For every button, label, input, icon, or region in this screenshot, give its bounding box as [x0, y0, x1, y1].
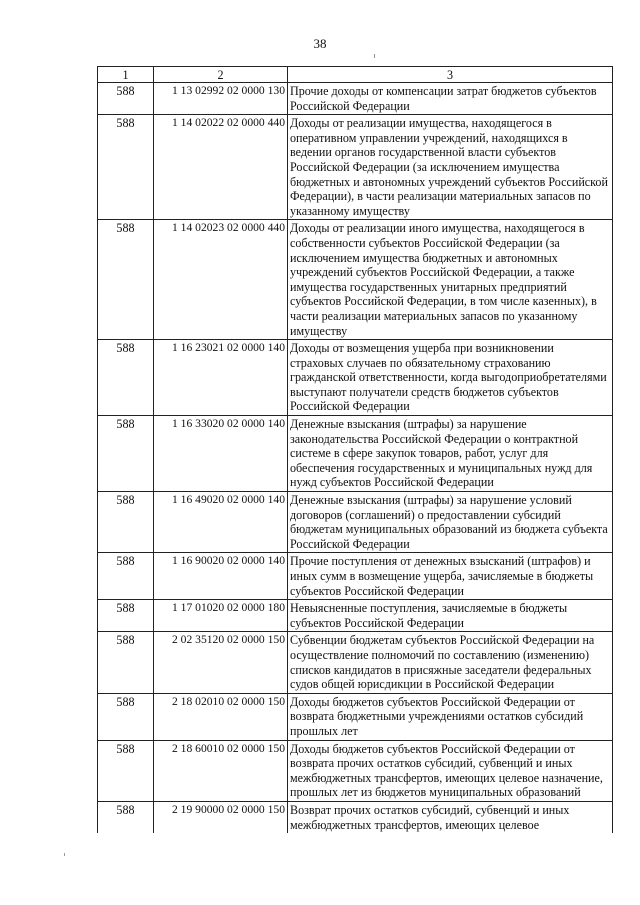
table-row — [98, 553, 613, 600]
budget-classification-code-cell: 1 14 02022 02 0000 440 — [154, 115, 288, 220]
table-body — [98, 83, 613, 834]
admin-code-cell: 588 — [98, 83, 154, 115]
budget-classification-code-cell: 1 16 23021 02 0000 140 — [154, 340, 288, 416]
budget-classification-code-cell: 2 02 35120 02 0000 150 — [154, 632, 288, 693]
table-row — [98, 83, 613, 115]
budget-classification-code-cell: 1 16 90020 02 0000 140 — [154, 553, 288, 600]
revenue-codes-table — [97, 66, 613, 833]
budget-classification-code-cell: 1 14 02023 02 0000 440 — [154, 220, 288, 340]
revenue-description-cell: Прочие доходы от компенсации затрат бюджетов субъектов Российской Федерации — [288, 83, 613, 115]
table-row — [98, 492, 613, 553]
budget-classification-code-cell: 1 16 33020 02 0000 140 — [154, 416, 288, 492]
table-row — [98, 340, 613, 416]
table-row — [98, 740, 613, 801]
admin-code-cell: 588 — [98, 220, 154, 340]
admin-code-cell: 588 — [98, 600, 154, 632]
revenue-description-cell: Доходы от реализации иного имущества, находящегося в собственности субъектов Российской Федерации (за исключением имущества бюджетных и автономных учреждений субъектов Российской Федерации, а также имущества государственных унитарных предприятий субъектов Российской Федерации, в том числе казенных), в части реализации материальных запасов по указанному имуществу — [288, 220, 613, 340]
admin-code-cell: 588 — [98, 801, 154, 833]
table-row — [98, 416, 613, 492]
budget-classification-code-cell: 2 18 02010 02 0000 150 — [154, 693, 288, 740]
revenue-description-cell: Невыясненные поступления, зачисляемые в бюджеты субъектов Российской Федерации — [288, 600, 613, 632]
revenue-description-cell: Возврат прочих остатков субсидий, субвенций и иных межбюджетных трансфертов, имеющих целевое — [288, 801, 613, 833]
budget-classification-code-cell: 1 17 01020 02 0000 180 — [154, 600, 288, 632]
admin-code-cell: 588 — [98, 553, 154, 600]
table-row — [98, 220, 613, 340]
revenue-description-cell: Доходы бюджетов субъектов Российской Федерации от возврата прочих остатков субсидий, субвенций и иных межбюджетных трансфертов, имеющих целевое назначение, прошлых лет из бюджетов муниципальных образований — [288, 740, 613, 801]
revenue-description-cell: Денежные взыскания (штрафы) за нарушение условий договоров (соглашений) о предоставлении субсидий бюджетам муниципальных образований из бюджета субъекта Российской Федерации — [288, 492, 613, 553]
table-row — [98, 115, 613, 220]
column-header-2: 2 — [154, 67, 288, 83]
column-header-1: 1 — [98, 67, 154, 83]
scan-mark — [374, 54, 375, 58]
revenue-description-cell: Доходы от возмещения ущерба при возникновении страховых случаев по обязательному страхованию гражданской ответственности, когда выгодоприобретателями выступают получатели средств бюджетов субъектов Российской Федерации — [288, 340, 613, 416]
admin-code-cell: 588 — [98, 632, 154, 693]
revenue-description-cell: Прочие поступления от денежных взысканий (штрафов) и иных сумм в возмещение ущерба, зачисляемые в бюджеты субъектов Российской Федерации — [288, 553, 613, 600]
admin-code-cell: 588 — [98, 693, 154, 740]
budget-classification-code-cell: 1 16 49020 02 0000 140 — [154, 492, 288, 553]
table-row — [98, 801, 613, 833]
column-header-3: 3 — [288, 67, 613, 83]
revenue-description-cell: Денежные взыскания (штрафы) за нарушение законодательства Российской Федерации о контрактной системе в сфере закупок товаров, работ, услуг для обеспечения государственных и муниципальных нужд для нужд субъектов Российской Федерации — [288, 416, 613, 492]
table-row — [98, 693, 613, 740]
budget-classification-code-cell: 1 13 02992 02 0000 130 — [154, 83, 288, 115]
revenue-description-cell: Субвенции бюджетам субъектов Российской Федерации на осуществление полномочий по составлению (изменению) списков кандидатов в присяжные заседатели федеральных судов общей юрисдикции в Российской Федерации — [288, 632, 613, 693]
table-row — [98, 600, 613, 632]
admin-code-cell: 588 — [98, 416, 154, 492]
page-number: 38 — [313, 36, 327, 51]
admin-code-cell: 588 — [98, 492, 154, 553]
table-row — [98, 632, 613, 693]
admin-code-cell: 588 — [98, 115, 154, 220]
table-header-row — [98, 67, 613, 83]
admin-code-cell: 588 — [98, 740, 154, 801]
revenue-description-cell: Доходы бюджетов субъектов Российской Федерации от возврата бюджетными учреждениями остатков субсидий прошлых лет — [288, 693, 613, 740]
budget-classification-code-cell: 2 19 90000 02 0000 150 — [154, 801, 288, 833]
admin-code-cell: 588 — [98, 340, 154, 416]
table-header — [98, 67, 613, 83]
budget-classification-code-cell: 2 18 60010 02 0000 150 — [154, 740, 288, 801]
scan-mark — [64, 853, 65, 856]
revenue-description-cell: Доходы от реализации имущества, находящегося в оперативном управлении учреждений, находящихся в ведении органов государственной власти субъектов Российской Федерации (за исключением имущества бюджетных и автономных учреждений субъектов Российской Федерации), в части реализации материальных запасов по указанному имуществу — [288, 115, 613, 220]
